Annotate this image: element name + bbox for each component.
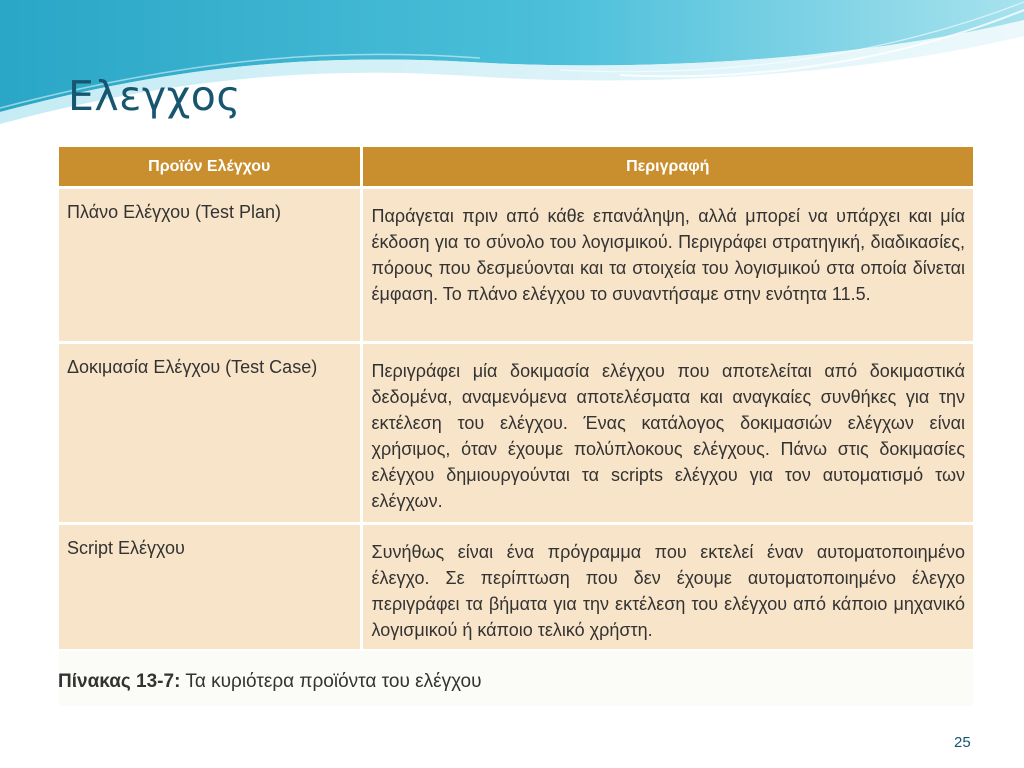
- column-header-description: Περιγραφή: [361, 147, 973, 188]
- table-caption: [58, 671, 482, 693]
- table-header-row: [59, 147, 973, 188]
- product-description-cell: Συνήθως είναι ένα πρόγραμμα που εκτελεί έναν αυτοματοποιημένο έλεγχο. Σε περίπτωση που δεν έχουμε αυτοματοποιημένο έλεγχο περιγράφει τα βήματα για την εκτέλεση του ελέγχου από κάποιο μηχανικό λογισμικού ή κάποιο τελικό χρήστη.: [361, 524, 973, 651]
- column-header-product: Προϊόν Ελέγχου: [59, 147, 361, 188]
- product-name-cell: Δοκιμασία Ελέγχου (Test Case): [59, 343, 361, 524]
- test-products-table: [59, 147, 973, 652]
- table-row: [59, 343, 973, 524]
- product-description-cell: Παράγεται πριν από κάθε επανάληψη, αλλά μπορεί να υπάρχει και μία έκδοση για το σύνολο του λογισμικού. Περιγράφει στρατηγική, διαδικασίες, πόρους που δεσμεύονται και τα στοιχεία του λογισμικού στα οποία δίνεται έμφαση. Το πλάνο ελέγχου το συναντήσαμε στην ενότητα 11.5.: [361, 188, 973, 343]
- table-row: [59, 188, 973, 343]
- caption-text: Τα κυριότερα προϊόντα του ελέγχου: [180, 671, 482, 692]
- slide-title: Ελεγχος: [68, 72, 241, 120]
- product-name-cell: Πλάνο Ελέγχου (Test Plan): [59, 188, 361, 343]
- product-description-cell: Περιγράφει μία δοκιμασία ελέγχου που αποτελείται από δοκιμαστικά δεδομένα, αναμενόμενα αποτελέσματα και αναγκαίες συνθήκες για την εκτέλεση του ελέγχου. Ένας κατάλογος δοκιμασιών ελέγχων είναι χρήσιμος, όταν έχουμε πολύπλοκους ελέγχους. Πάνω στις δοκιμασίες ελέγχου δημιουργούνται τα scripts ελέγχου για τον αυτοματισμό των ελέγχων.: [361, 343, 973, 524]
- caption-label: Πίνακας 13-7:: [58, 671, 181, 692]
- product-name-cell: Script Ελέγχου: [59, 524, 361, 651]
- page-number: 25: [954, 734, 971, 751]
- table-row: [59, 524, 973, 651]
